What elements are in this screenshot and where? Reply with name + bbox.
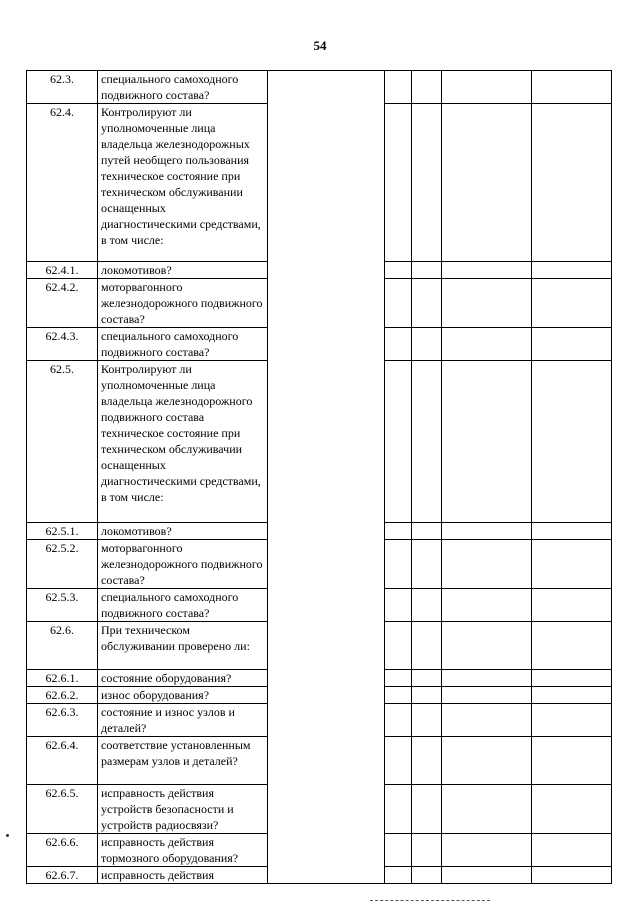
question-text: локомотивов? — [98, 262, 268, 279]
answer-no-cell — [412, 262, 442, 279]
question-text: исправность действия устройств безопасности и устройств радиосвязи? — [98, 785, 268, 834]
not-applicable-cell — [442, 867, 532, 884]
checklist-rows — [27, 71, 612, 884]
question-text: Контролируют ли уполномоченные лица владельца железнодорожных путей необщего пользования техническое состояние при техническом обслуживании оснащенных диагностическими средствами, в том числе: — [98, 104, 268, 262]
answer-yes-cell — [385, 622, 412, 670]
answer-yes-cell — [385, 737, 412, 785]
question-text: соответствие установленным размерам узлов и деталей? — [98, 737, 268, 785]
item-number: 62.6.5. — [27, 785, 98, 834]
item-number: 62.4.3. — [27, 328, 98, 361]
notes-cell — [532, 785, 612, 834]
not-applicable-cell — [442, 71, 532, 104]
question-text: специального самоходного подвижного состава? — [98, 589, 268, 622]
answer-no-cell — [412, 540, 442, 589]
answer-no-cell — [412, 670, 442, 687]
answer-no-cell — [412, 622, 442, 670]
question-text: При техническом обслуживании проверено ли: — [98, 622, 268, 670]
notes-cell — [532, 523, 612, 540]
notes-cell — [532, 834, 612, 867]
not-applicable-cell — [442, 785, 532, 834]
item-number: 62.4.2. — [27, 279, 98, 328]
not-applicable-cell — [442, 361, 532, 523]
notes-cell — [532, 589, 612, 622]
answer-no-cell — [412, 589, 442, 622]
answer-yes-cell — [385, 589, 412, 622]
item-number: 62.6.6. — [27, 834, 98, 867]
answer-yes-cell — [385, 279, 412, 328]
answer-yes-cell — [385, 785, 412, 834]
answer-no-cell — [412, 104, 442, 262]
answer-yes-cell — [385, 704, 412, 737]
answer-yes-cell — [385, 71, 412, 104]
not-applicable-cell — [442, 540, 532, 589]
scan-dot — [6, 834, 9, 837]
answer-yes-cell — [385, 540, 412, 589]
item-number: 62.5.1. — [27, 523, 98, 540]
notes-cell — [532, 104, 612, 262]
answer-yes-cell — [385, 262, 412, 279]
question-text: исправность действия — [98, 867, 268, 884]
answer-no-cell — [412, 71, 442, 104]
scan-line — [370, 900, 490, 902]
item-number: 62.5. — [27, 361, 98, 523]
question-text: специального самоходного подвижного состава? — [98, 328, 268, 361]
answer-no-cell — [412, 704, 442, 737]
item-number: 62.4. — [27, 104, 98, 262]
notes-cell — [532, 622, 612, 670]
question-text: моторвагонного железнодорожного подвижного состава? — [98, 540, 268, 589]
notes-cell — [532, 737, 612, 785]
question-text: Контролируют ли уполномоченные лица владельца железнодорожного подвижного состава техническое состояние при техническом обслуживачии оснащенных диагностическими средствами, в том числе: — [98, 361, 268, 523]
notes-cell — [532, 704, 612, 737]
not-applicable-cell — [442, 589, 532, 622]
answer-no-cell — [412, 687, 442, 704]
answer-yes-cell — [385, 670, 412, 687]
item-number: 62.5.3. — [27, 589, 98, 622]
answer-no-cell — [412, 785, 442, 834]
not-applicable-cell — [442, 670, 532, 687]
notes-cell — [532, 540, 612, 589]
answer-yes-cell — [385, 104, 412, 262]
not-applicable-cell — [442, 262, 532, 279]
item-number: 62.3. — [27, 71, 98, 104]
question-text: моторвагонного железнодорожного подвижного состава? — [98, 279, 268, 328]
notes-cell — [532, 670, 612, 687]
not-applicable-cell — [442, 687, 532, 704]
notes-cell — [532, 687, 612, 704]
not-applicable-cell — [442, 523, 532, 540]
answer-yes-cell — [385, 361, 412, 523]
item-number: 62.6.4. — [27, 737, 98, 785]
answer-yes-cell — [385, 687, 412, 704]
item-number: 62.6.1. — [27, 670, 98, 687]
item-number: 62.6.3. — [27, 704, 98, 737]
question-text: состояние оборудования? — [98, 670, 268, 687]
page-number: 54 — [313, 38, 327, 53]
question-text: локомотивов? — [98, 523, 268, 540]
answer-yes-cell — [385, 834, 412, 867]
item-number: 62.6. — [27, 622, 98, 670]
answer-no-cell — [412, 279, 442, 328]
not-applicable-cell — [442, 328, 532, 361]
answer-no-cell — [412, 737, 442, 785]
answer-yes-cell — [385, 328, 412, 361]
not-applicable-cell — [442, 834, 532, 867]
item-number: 62.6.7. — [27, 867, 98, 884]
answer-no-cell — [412, 328, 442, 361]
requirements-cell — [268, 71, 385, 884]
question-text: состояние и износ узлов и деталей? — [98, 704, 268, 737]
answer-no-cell — [412, 523, 442, 540]
notes-cell — [532, 279, 612, 328]
not-applicable-cell — [442, 737, 532, 785]
item-number: 62.4.1. — [27, 262, 98, 279]
notes-cell — [532, 328, 612, 361]
item-number: 62.5.2. — [27, 540, 98, 589]
notes-cell — [532, 262, 612, 279]
question-text: специального самоходного подвижного состава? — [98, 71, 268, 104]
notes-cell — [532, 361, 612, 523]
question-text: износ оборудования? — [98, 687, 268, 704]
notes-cell — [532, 71, 612, 104]
not-applicable-cell — [442, 104, 532, 262]
checklist-table — [26, 70, 612, 884]
answer-yes-cell — [385, 867, 412, 884]
not-applicable-cell — [442, 622, 532, 670]
answer-yes-cell — [385, 523, 412, 540]
not-applicable-cell — [442, 279, 532, 328]
notes-cell — [532, 867, 612, 884]
answer-no-cell — [412, 867, 442, 884]
question-text: исправность действия тормозного оборудования? — [98, 834, 268, 867]
not-applicable-cell — [442, 704, 532, 737]
answer-no-cell — [412, 361, 442, 523]
item-number: 62.6.2. — [27, 687, 98, 704]
answer-no-cell — [412, 834, 442, 867]
table-row — [27, 71, 612, 104]
